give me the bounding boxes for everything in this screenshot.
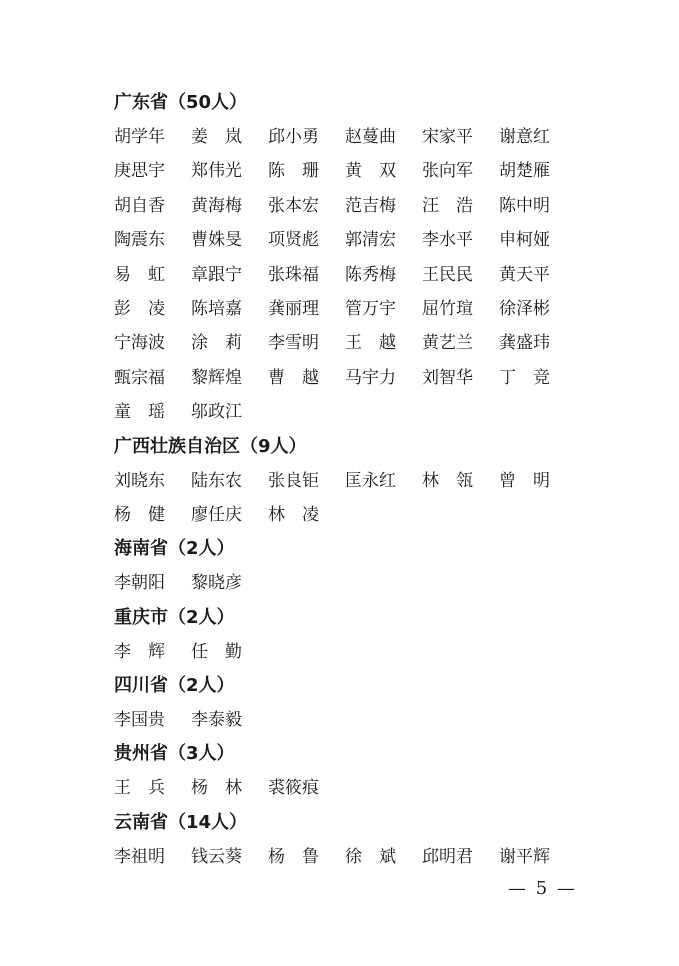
person-name: 李水平 [422, 230, 473, 251]
person-name: 甄宗福 [114, 367, 165, 388]
person-name: 易 虹 [114, 264, 165, 285]
person-name: 龚丽理 [268, 298, 319, 319]
person-name: 杨 鲁 [268, 846, 319, 867]
person-name: 黄艺兰 [422, 333, 473, 354]
person-name: 陆东农 [191, 470, 242, 491]
section-title: 广东省（50人） [114, 92, 248, 113]
person-name: 陶震东 [114, 230, 165, 251]
person-name: 黎辉煌 [191, 367, 242, 388]
person-name: 章跟宁 [191, 264, 242, 285]
names-row [114, 189, 574, 223]
person-name: 王 兵 [114, 778, 165, 799]
person-name: 丁 竞 [499, 367, 550, 388]
person-name: 姜 岚 [191, 127, 242, 147]
person-name: 胡学年 [114, 127, 165, 147]
names-row [114, 566, 574, 600]
person-name: 谢意红 [499, 127, 550, 147]
person-name: 李 辉 [114, 641, 165, 662]
person-name: 宁海波 [114, 333, 165, 354]
province-section [114, 430, 574, 533]
names-row [114, 498, 574, 532]
names-row [114, 840, 574, 874]
section-title: 云南省（14人） [114, 811, 248, 833]
province-section [114, 737, 574, 805]
person-name: 李祖明 [114, 846, 165, 867]
person-name: 项贤彪 [268, 230, 319, 251]
names-row [114, 464, 574, 498]
person-name: 谢平辉 [499, 846, 550, 867]
names-row [114, 361, 574, 395]
person-name: 张本宏 [268, 195, 319, 216]
province-section [114, 532, 574, 600]
person-name: 陈秀梅 [345, 264, 396, 285]
person-name: 曹姝旻 [191, 230, 242, 251]
person-name: 黄海梅 [191, 195, 242, 216]
province-section [114, 669, 574, 737]
person-name: 黎晓彦 [191, 573, 242, 594]
person-name: 屈竹瑄 [422, 298, 473, 319]
person-name: 陈培嘉 [191, 298, 242, 319]
section-title: 贵州省（3人） [114, 743, 235, 765]
person-name: 管万宇 [345, 298, 396, 319]
province-section [114, 601, 574, 669]
person-name: 李雪明 [268, 333, 319, 354]
person-name: 张珠福 [268, 264, 319, 285]
person-name: 胡楚雁 [499, 161, 550, 182]
person-name: 邬政江 [191, 402, 242, 423]
person-name: 马宇力 [345, 367, 396, 388]
province-section [114, 86, 574, 430]
person-name: 彭 凌 [114, 298, 165, 319]
person-name: 裘筱痕 [268, 778, 319, 799]
section-title: 海南省（2人） [114, 538, 235, 560]
person-name: 匡永红 [345, 470, 396, 491]
person-name: 曾 明 [499, 470, 550, 491]
person-name: 王 越 [345, 333, 396, 354]
person-name: 张向军 [422, 161, 473, 182]
person-name: 林 瓴 [422, 470, 473, 491]
person-name: 赵蔓曲 [345, 127, 396, 147]
person-name: 宋家平 [422, 127, 473, 147]
names-row [114, 223, 574, 257]
names-row [114, 395, 574, 429]
person-name: 汪 浩 [422, 195, 473, 216]
person-name: 徐泽彬 [499, 298, 550, 319]
names-row [114, 120, 574, 154]
person-name: 范吉梅 [345, 195, 396, 216]
person-name: 邱明君 [422, 846, 473, 867]
names-row [114, 635, 574, 669]
person-name: 林 凌 [268, 504, 319, 525]
names-row [114, 154, 574, 188]
person-name: 陈 珊 [268, 161, 319, 182]
person-name: 张良钜 [268, 470, 319, 491]
province-section [114, 806, 574, 874]
names-row [114, 258, 574, 292]
section-title: 重庆市（2人） [114, 606, 235, 628]
person-name: 钱云葵 [191, 846, 242, 867]
person-name: 杨 林 [191, 778, 242, 799]
person-name: 杨 健 [114, 504, 165, 525]
names-row [114, 703, 574, 737]
person-name: 童 瑶 [114, 402, 165, 423]
section-title: 广西壮族自治区（9人） [114, 435, 307, 457]
person-name: 黄 双 [345, 161, 396, 182]
person-name: 刘智华 [422, 367, 473, 388]
person-name: 陈中明 [499, 195, 550, 216]
section-title: 四川省（2人） [114, 675, 235, 697]
person-name: 龚盛玮 [499, 333, 550, 354]
person-name: 任 勤 [191, 641, 242, 662]
person-name: 王民民 [422, 264, 473, 285]
person-name: 胡自香 [114, 195, 165, 216]
person-name: 徐 斌 [345, 846, 396, 867]
person-name: 李泰毅 [191, 710, 242, 731]
names-row [114, 292, 574, 326]
person-name: 申柯娅 [499, 230, 550, 251]
person-name: 庚思宇 [114, 161, 165, 182]
names-row [114, 326, 574, 360]
person-name: 邱小勇 [268, 127, 319, 147]
person-name: 郭清宏 [345, 230, 396, 251]
person-name: 李朝阳 [114, 573, 165, 594]
names-row [114, 771, 574, 805]
person-name: 黄天平 [499, 264, 550, 285]
person-name: 涂 莉 [191, 333, 242, 354]
person-name: 廖任庆 [191, 504, 242, 525]
name-list [114, 86, 574, 874]
person-name: 李国贵 [114, 710, 165, 731]
page-number: — 5 — [508, 878, 577, 899]
person-name: 郑伟光 [191, 161, 242, 182]
person-name: 刘晓东 [114, 470, 165, 491]
person-name: 曹 越 [268, 367, 319, 388]
